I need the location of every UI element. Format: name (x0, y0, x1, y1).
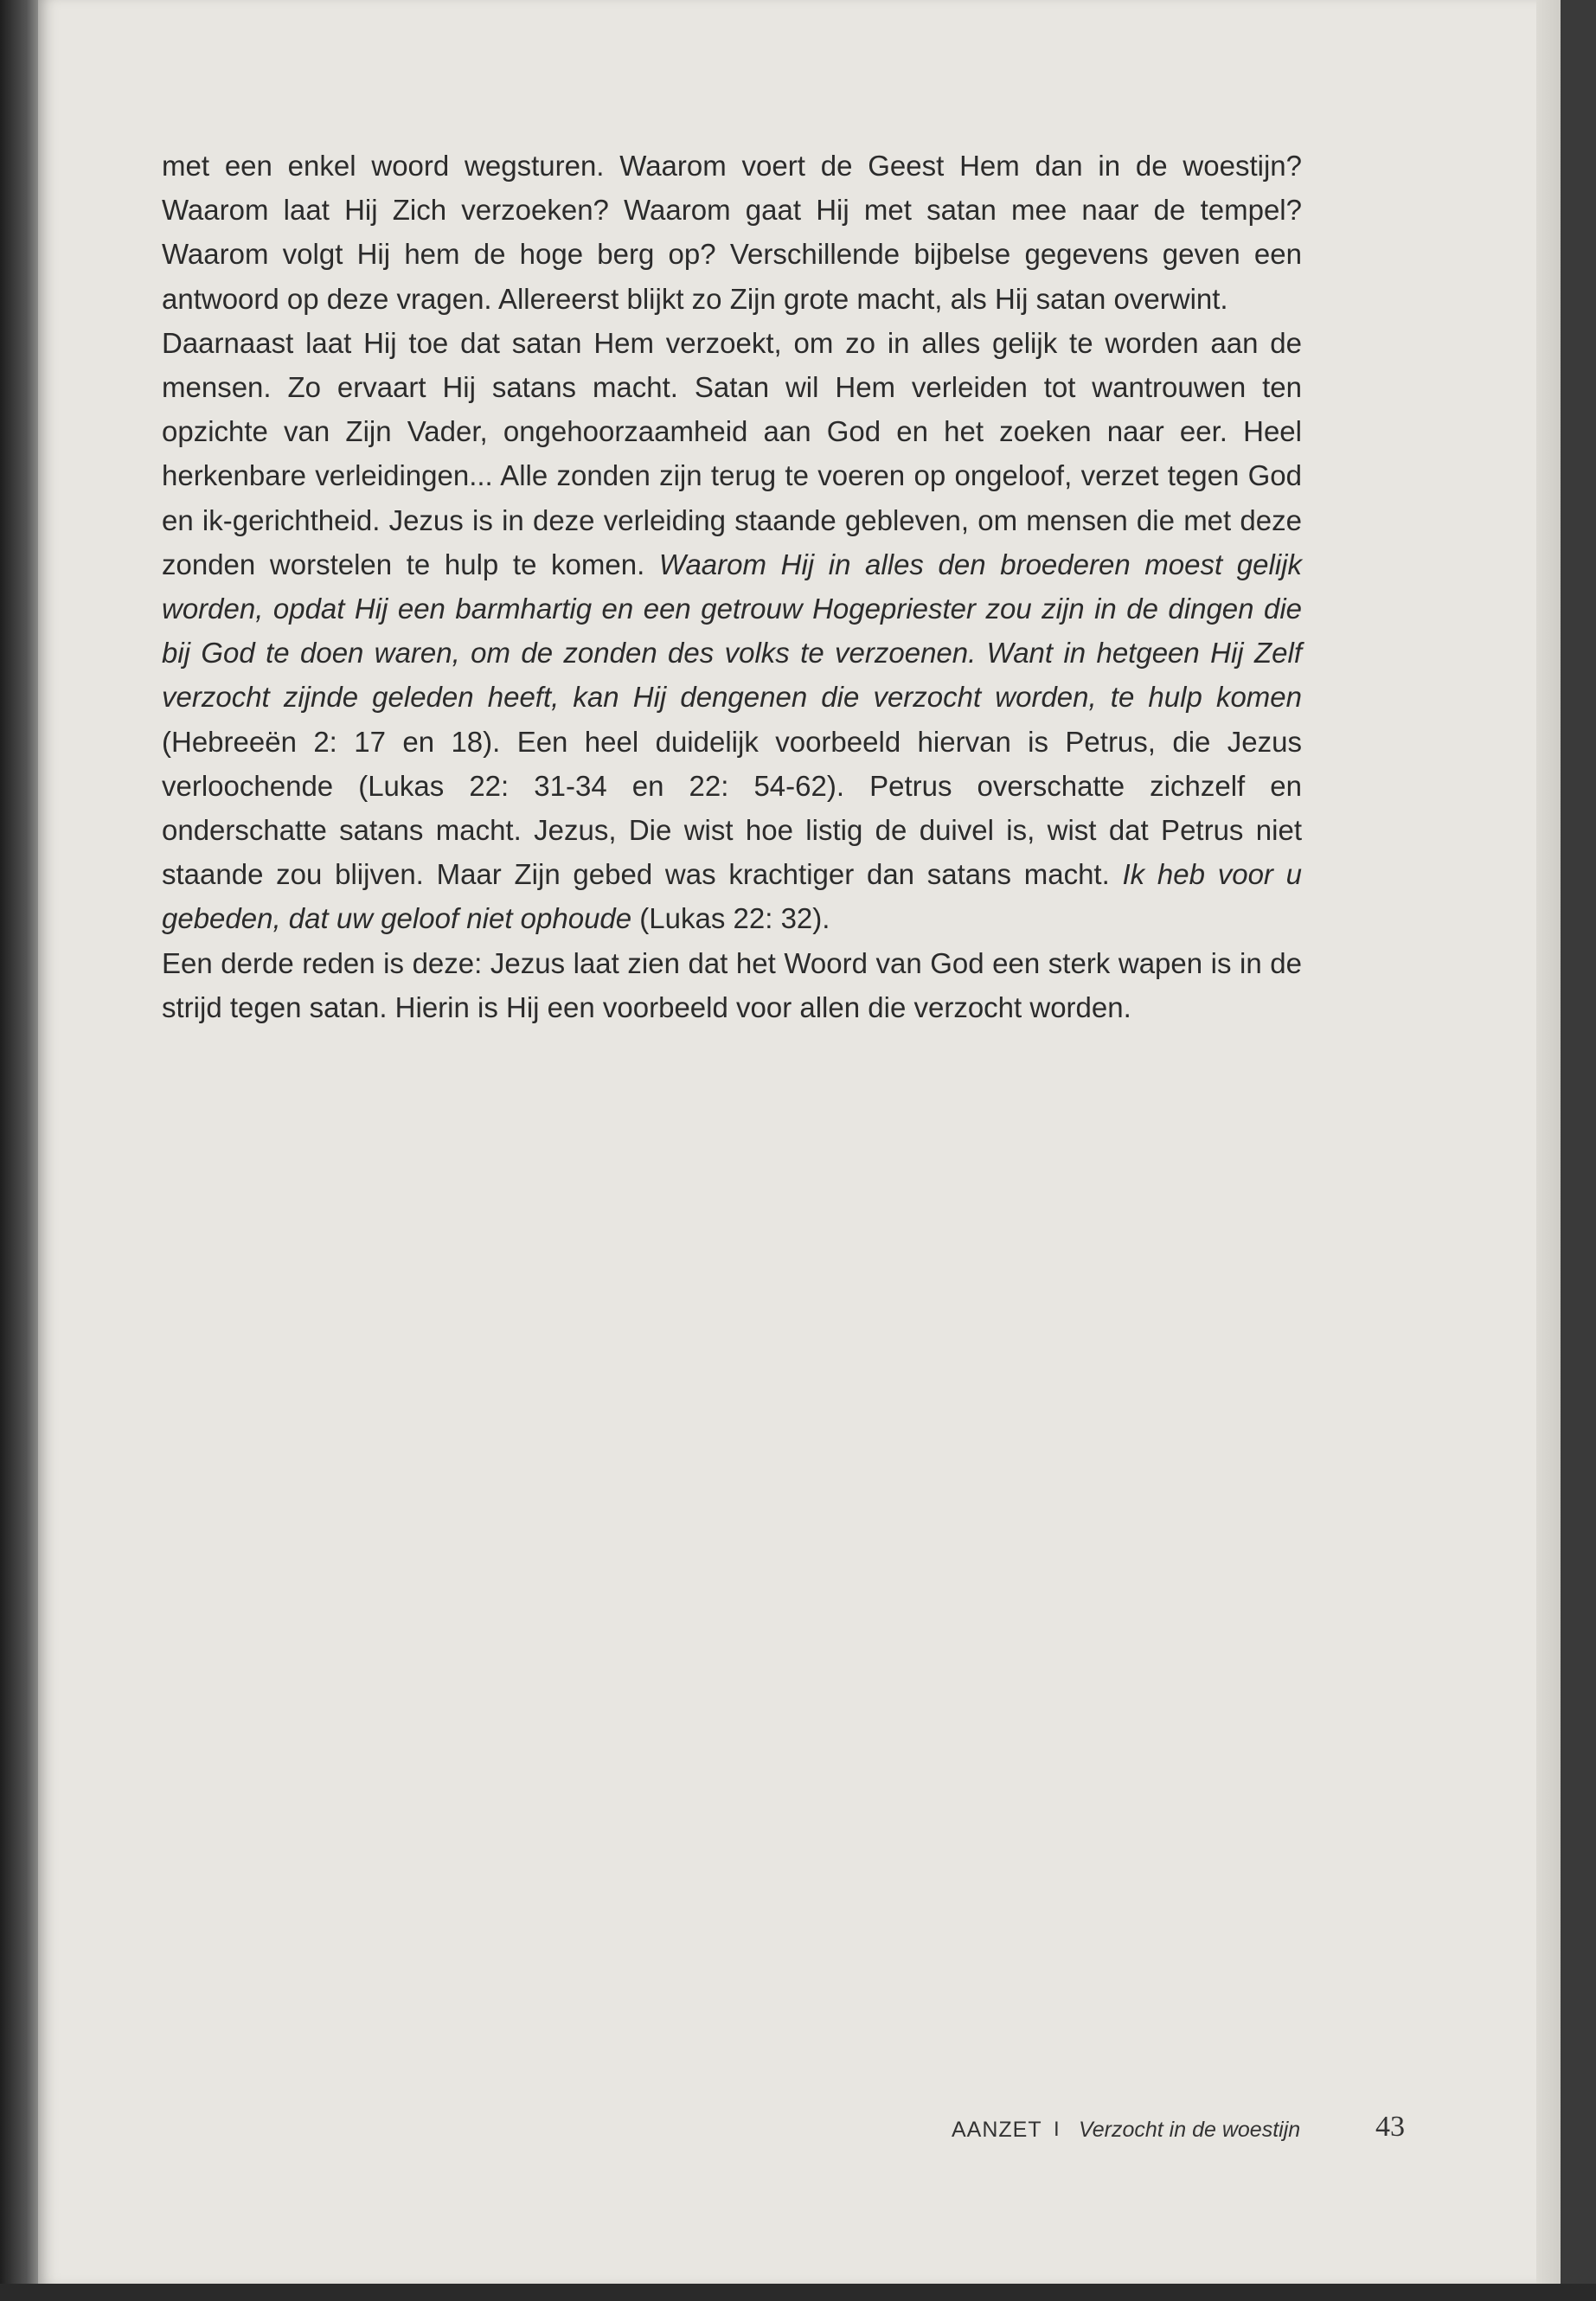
paragraph (162, 941, 1302, 1029)
book-binding-shadow (0, 0, 38, 2301)
page-edge (1536, 0, 1561, 2284)
scripture-quote: Waarom Hij in alles den broederen moest gelijk worden, opdat Hij een barmhartig en een getrouw Hogepriester zou zijn in de dingen die bij God te doen waren, om de zonden des volks te verzoenen. Want in hetgeen Hij Zelf verzocht zijnde geleden heeft, kan Hij dengenen die verzocht worden, te hulp komen (162, 548, 1302, 714)
running-chapter-title: Verzocht in de woestijn (1079, 2118, 1301, 2142)
paragraph (162, 321, 1302, 941)
scripture-quote: Ik heb voor u gebeden, dat uw geloof niet ophoude (162, 858, 1303, 935)
paragraph (162, 144, 1302, 321)
footer-separator: I (1054, 2118, 1060, 2141)
text-segment: met een enkel woord wegsturen. Waarom voert de Geest Hem dan in de woestijn? Waarom laat Hij Zich verzoeken? Waarom gaat Hij met satan mee naar de tempel? Waarom volgt Hij hem de hoge berg op? Verschillende bijbelse gegevens geven een antwoord op deze vragen. Allereerst blijkt zo Zijn grote macht, als Hij satan overwint. (162, 150, 1302, 315)
text-segment: (Lukas 22: 32). (631, 902, 830, 935)
page-number: 43 (1375, 2111, 1405, 2143)
page-footer (952, 2111, 1419, 2154)
text-segment: (Hebreeën 2: 17 en 18). Een heel duidelijk voorbeeld hiervan is Petrus, die Jezus verloochende (Lukas 22: 31-34 en 22: 54-62). Petrus overschatte zichzelf en onderschatte satans macht. Jezus, Die wist hoe listig de duivel is, wist dat Petrus niet staande zou blijven. Maar Zijn gebed was krachtiger dan satans macht. (162, 725, 1302, 891)
body-text (162, 144, 1302, 1029)
scan-bottom-edge (0, 2284, 1596, 2301)
running-section-title: AANZET (952, 2118, 1042, 2142)
text-segment: Een derde reden is deze: Jezus laat zien dat het Woord van God een sterk wapen is in de strijd tegen satan. Hierin is Hij een voorbeeld voor allen die verzocht worden. (162, 946, 1302, 1023)
text-segment: Daarnaast laat Hij toe dat satan Hem verzoekt, om zo in alles gelijk te worden aan de mensen. Zo ervaart Hij satans macht. Satan wil Hem verleiden tot wantrouwen ten opzichte van Zijn Vader, ongehoorzaamheid aan God en het zoeken naar eer. Heel herkenbare verleidingen... Alle zonden zijn terug te voeren op ongeloof, verzet tegen God en ik-gerichtheid. Jezus is in deze verleiding staande gebleven, om mensen die met deze zonden worstelen te hulp te komen. (162, 326, 1302, 580)
